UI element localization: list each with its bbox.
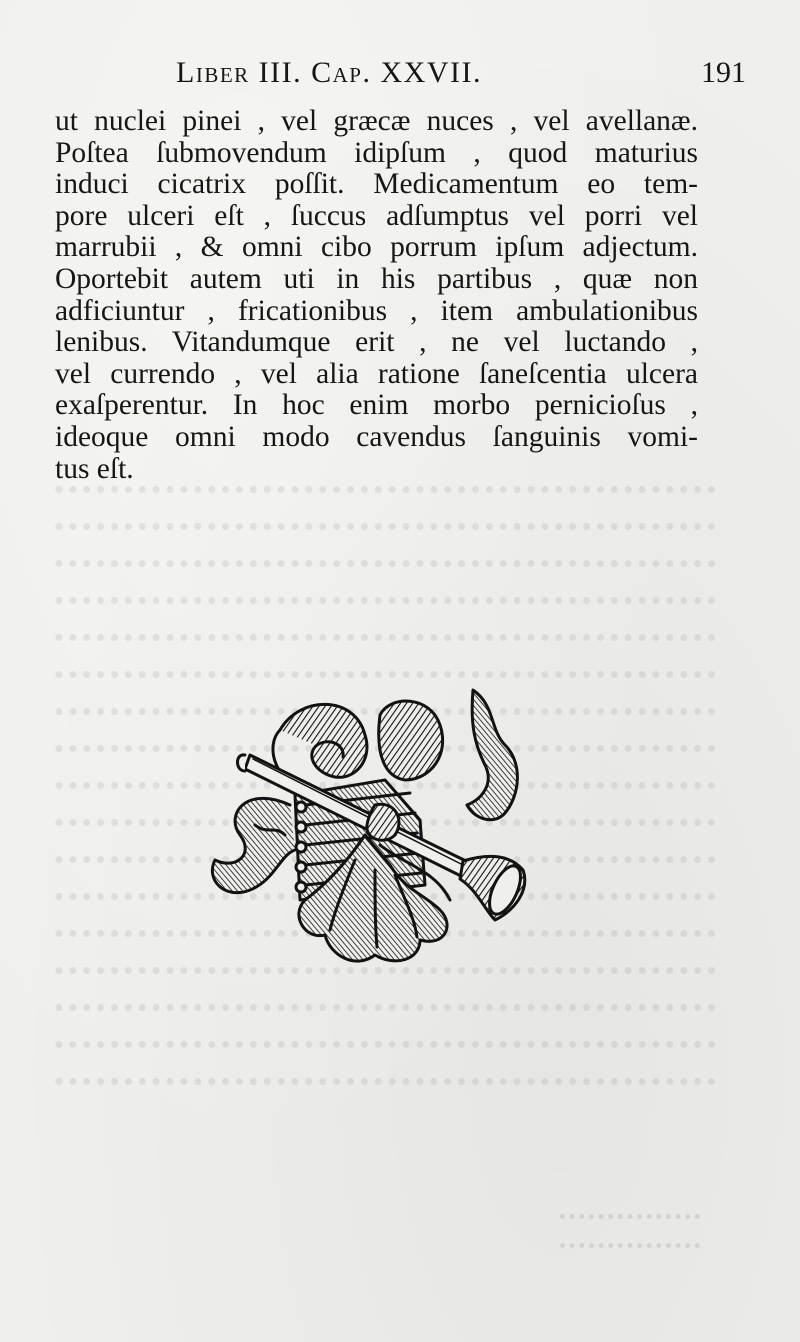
page-header [56, 56, 746, 96]
text-line: pore ulceri eſt , ſuccus adſumptus vel porri vel [55, 200, 698, 232]
text-line: exaſperentur. In hoc enim morbo pernicioſus , [55, 390, 698, 422]
text-line: adficiuntur , fricationibus , item ambulationibus [55, 295, 698, 327]
text-line: lenibus. Vitandumque erit , ne vel luctando , [55, 327, 698, 359]
text-line: Poſtea ſubmovendum idipſum , quod maturius [55, 137, 698, 169]
text-line: marrubii , & omni cibo porrum ipſum adjectum. [55, 232, 698, 264]
trumpet-pipes-ribbon-ornament-icon [205, 685, 535, 975]
text-line: ideoque omni modo cavendus ſanguinis vomi- [55, 421, 698, 453]
text-line: tus eſt. [55, 453, 134, 485]
show-through-footnote [560, 1200, 700, 1250]
text-line: vel currendo , vel alia ratione ſaneſcentia ulcera [55, 358, 698, 390]
text-line: ut nuclei pinei , vel græcæ nuces , vel avellanæ. [55, 106, 698, 137]
body-text [55, 106, 698, 485]
page-number: 191 [701, 56, 746, 89]
running-head: Liber III. Cap. XXVII. [176, 56, 482, 89]
text-line: Oportebit autem uti in his partibus , quæ non [55, 263, 698, 295]
text-line: induci cicatrix poſſit. Medicamentum eo tem- [55, 169, 698, 201]
